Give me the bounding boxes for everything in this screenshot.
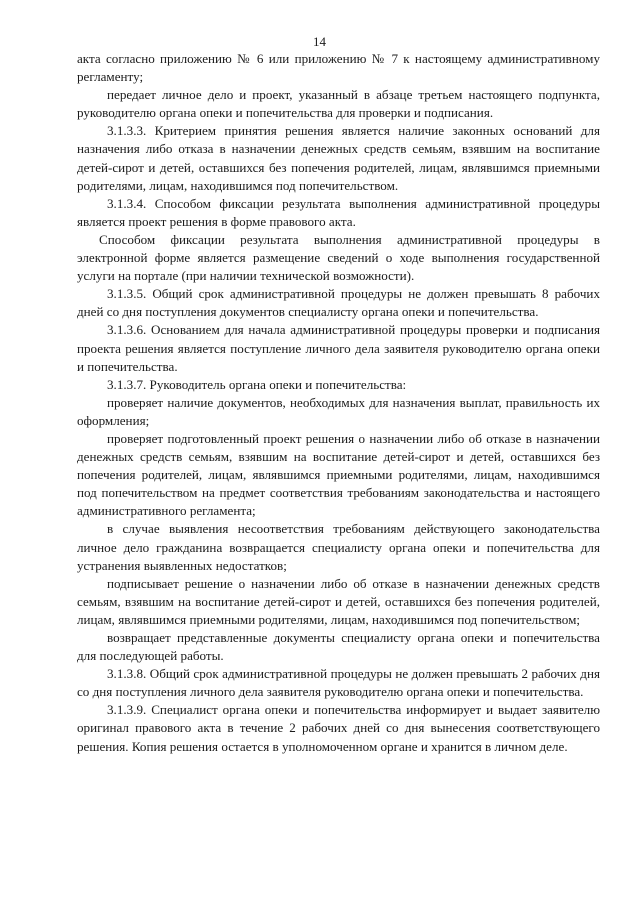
paragraph-5: Способом фиксации результата выполнения административной процедуры в электронной форме является размещение сведений о ходе выполнения государственной услуги на портале (при наличии технической возможности). <box>77 231 600 284</box>
paragraph-1: акта согласно приложению № 6 или приложению № 7 к настоящему административному регламенту; <box>77 51 600 85</box>
page-number: 14 <box>313 34 326 49</box>
paragraph-9: проверяет наличие документов, необходимых для назначения выплат, правильность их оформления; <box>77 394 600 428</box>
paragraph-12: подписывает решение о назначении либо об отказе в назначении денежных средств семьям, взявшим на воспитание детей-сирот и детей, оставшихся без попечения родителей, лицам, являвшимся приемными родителями, лицам, находившимся под попечительством; <box>77 575 600 627</box>
paragraph-14: 3.1.3.8. Общий срок административной процедуры не должен превышать 2 рабочих дня со дня поступления личного дела заявителя руководителю органа опеки и попечительства. <box>77 666 600 700</box>
paragraph-6: 3.1.3.5. Общий срок административной процедуры не должен превышать 8 рабочих дней со дня поступления документов специалисту органа опеки и попечительства. <box>77 286 600 320</box>
paragraph-7: 3.1.3.6. Основанием для начала административной процедуры проверки и подписания проекта решения является поступление личного дела заявителя руководителю органа опеки и попечительства. <box>77 322 600 374</box>
paragraph-3: 3.1.3.3. Критерием принятия решения является наличие законных оснований для назначения либо отказа в назначении денежных средств семьям, взявшим на воспитание детей-сирот и детей, оставшихся без попечения родителей, лицам, являвшимся приемными родителями, лицам, находившимся под попечительством. <box>77 123 600 193</box>
paragraph-4: 3.1.3.4. Способом фиксации результата выполнения административной процедуры является проект решения в форме правового акта. <box>77 195 600 229</box>
paragraph-13: возвращает представленные документы специалисту органа опеки и попечительства для последующей работы. <box>77 630 600 664</box>
paragraph-11: в случае выявления несоответствия требованиям действующего законодательства личное дело гражданина возвращается специалисту органа опеки и попечительства для устранения выявленных недостатков; <box>77 521 600 573</box>
page-body <box>77 50 600 756</box>
paragraph-8: 3.1.3.7. Руководитель органа опеки и попечительства: <box>107 376 407 392</box>
paragraph-10: проверяет подготовленный проект решения о назначении либо об отказе в назначении денежных средств семьям, взявшим на воспитание детей-сирот и детей, оставшихся без попечения родителей, лицам, являвшимся приемными родителями, лицам, находившимся под попечительством на предмет соответствия требованиям законодательства и настоящего административного регламента; <box>77 430 600 519</box>
paragraph-2: передает личное дело и проект, указанный в абзаце третьем настоящего подпункта, руководителю органа опеки и попечительства для проверки и подписания. <box>77 87 600 121</box>
paragraph-15: 3.1.3.9. Специалист органа опеки и попечительства информирует и выдает заявителю оригинал правового акта в течение 2 рабочих дней со дня вынесения соответствующего решения. Копия решения остается в уполномоченном органе и хранится в личном деле. <box>77 702 600 754</box>
